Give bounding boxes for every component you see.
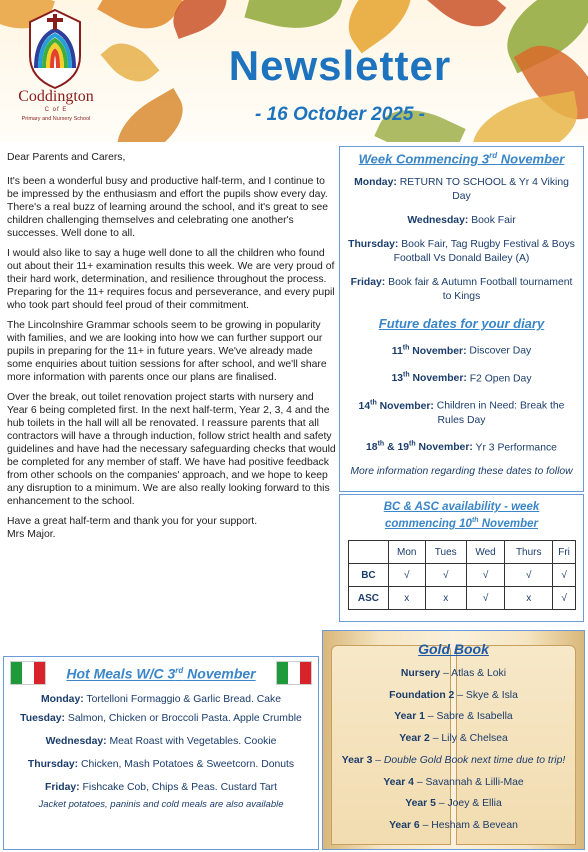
- availability-cell: √: [388, 564, 425, 587]
- availability-cell: √: [553, 587, 576, 610]
- school-logo: [6, 6, 106, 130]
- school-denomination: C of E: [44, 107, 68, 113]
- hot-meals-box: [3, 656, 319, 850]
- school-shield-icon: [26, 8, 84, 90]
- table-header-row: [349, 541, 576, 564]
- school-name: Coddington: [18, 88, 94, 105]
- gold-book-entry: Year 2 – Lily & Chelsea: [399, 733, 508, 745]
- availability-cell: x: [505, 587, 553, 610]
- newsletter-header: [0, 0, 588, 142]
- day-header: Mon: [388, 541, 425, 564]
- gold-book-entry: Year 4 – Savannah & Lilli-Mae: [383, 776, 524, 788]
- week-commencing-title: Week Commencing 3rd November: [358, 151, 565, 167]
- table-row: [349, 587, 576, 610]
- gold-book-entry: Year 6 – Hesham & Bevean: [389, 819, 518, 831]
- letter-paragraph: It's been a wonderful busy and productive half-term, and I continue to be impressed by the enthusiasm and effort the pupils show every day. There's a real buzz of learning around the school, and it's great to see children challenging themselves and celebrating one another's successes. Well done to all.: [7, 176, 329, 239]
- availability-table: [348, 540, 576, 610]
- day-header: Thurs: [505, 541, 553, 564]
- letter-salutation: Dear Parents and Carers,: [7, 152, 126, 163]
- meal-entry-friday: Friday: Fishcake Cob, Chips & Peas. Custard Tart: [45, 781, 277, 793]
- meal-entry-tuesday: Tuesday: Salmon, Chicken or Broccoli Pasta. Apple Crumble: [20, 712, 302, 724]
- flag-stripe: [34, 662, 45, 684]
- gold-book-entry: Year 5 – Joey & Ellia: [405, 798, 502, 810]
- newsletter-title: Newsletter: [228, 42, 452, 89]
- letter-paragraph: The Lincolnshire Grammar schools seem to be growing in popularity with families, and we are looking into how we can further support our pupils in preparing for the 11+ in future years. We've already made some enquiries about tuition sessions for after school, and we'll share more information with parents once our plans are finalised.: [7, 320, 327, 383]
- row-label: ASC: [349, 587, 389, 610]
- gold-book-entry: Nursery – Atlas & Loki: [400, 668, 507, 679]
- row-label: BC: [349, 564, 389, 587]
- availability-cell: √: [466, 564, 505, 587]
- meal-entry-thursday: Thursday: Chicken, Mash Potatoes & Sweetcorn. Donuts: [27, 758, 295, 770]
- meals-note: Jacket potatoes, paninis and cold meals are also available: [38, 798, 284, 810]
- availability-cell: x: [425, 587, 466, 610]
- newsletter-date: - 16 October 2025 -: [254, 104, 426, 125]
- autumn-leaf-decoration: [244, 0, 345, 41]
- flag-stripe: [300, 662, 311, 684]
- letter-closing-line: Have a great half-term and thank you for your support.: [7, 516, 258, 527]
- letter-signature: Mrs Major.: [7, 529, 56, 540]
- day-header: Fri: [553, 541, 576, 564]
- letter-paragraph: I would also like to say a huge well done to all the children who found out about their 11+ examination results this week. We are very proud of their hard work, determination, and resilience throughout the process. Preparing for the 11+ requires focus and perseverance, and every pupil who took part should feel proud of their commitment.: [7, 248, 335, 311]
- future-dates-note: More information regarding these dates to follow: [350, 466, 573, 478]
- day-header: Wed: [466, 541, 505, 564]
- future-date-item: 14th November: Children in Need: Break the Rules Day: [358, 399, 565, 426]
- gold-book-entry: Foundation 2 – Skye & Isla: [389, 689, 518, 701]
- letter-closing: [7, 515, 337, 541]
- gold-book-box: [322, 630, 585, 850]
- gold-book-entry: Year 3 – Double Gold Book next time due to trip!: [341, 754, 566, 766]
- day-header: Tues: [425, 541, 466, 564]
- gold-book-title: Gold Book: [418, 641, 489, 657]
- autumn-leaf-decoration: [97, 0, 183, 44]
- headteacher-letter: [7, 151, 337, 541]
- school-type: Primary and Nursery School: [21, 116, 91, 122]
- bc-asc-title: BC & ASC availability - week commencing 10th November: [383, 501, 540, 530]
- italian-flag-icon: [276, 661, 312, 685]
- bc-asc-availability-box: [339, 494, 584, 622]
- flag-stripe: [277, 662, 288, 684]
- week-entry-monday: Monday: RETURN TO SCHOOL & Yr 4 Viking Day: [354, 177, 569, 203]
- meal-entry-monday: Monday: Tortelloni Formaggio & Garlic Bread. Cake: [40, 693, 282, 705]
- availability-cell: √: [466, 587, 505, 610]
- flag-stripe: [288, 662, 299, 684]
- future-date-item: 11th November: Discover Day: [391, 344, 532, 357]
- future-date-item: 13th November: F2 Open Day: [391, 371, 532, 385]
- week-entry-friday: Friday: Book fair & Autumn Football tournament to Kings: [350, 277, 573, 303]
- table-row: [349, 564, 576, 587]
- availability-cell: x: [388, 587, 425, 610]
- future-dates-title: Future dates for your diary: [378, 316, 545, 332]
- meal-entry-wednesday: Wednesday: Meat Roast with Vegetables. Cookie: [45, 735, 277, 747]
- flag-stripe: [11, 662, 22, 684]
- hot-meals-title: Hot Meals W/C 3rd November: [66, 665, 256, 682]
- flag-stripe: [22, 662, 33, 684]
- availability-cell: √: [505, 564, 553, 587]
- week-entry-thursday: Thursday: Book Fair, Tag Rugby Festival & Boys Football Vs Donald Bailey (A): [348, 239, 575, 265]
- availability-cell: √: [553, 564, 576, 587]
- week-entry-wednesday: Wednesday: Book Fair: [407, 215, 516, 227]
- gold-book-entry: Year 1 – Sabre & Isabella: [394, 711, 513, 723]
- future-date-item: 18th & 19th November: Yr 3 Performance: [366, 440, 557, 454]
- week-commencing-box: [339, 146, 584, 492]
- letter-paragraph: Over the break, out toilet renovation project starts with nursery and Year 6 being completed first. In the next half-term, Year 2, 3, 4 and the hub toilets in the hall will all be renovated. I reassure parents that all contractors will have a through induction, follow strict health and safety guidelines and have had the necessary safeguarding checks that would be completed for any member of staff. We have had positive feedback from other schools on the companies' approach, and we hope to keep any disruption to a minimum. We are also really looking forward to this enhancement to the school.: [7, 392, 336, 507]
- availability-cell: √: [425, 564, 466, 587]
- table-corner-cell: [349, 541, 389, 564]
- autumn-leaf-decoration: [424, 0, 507, 42]
- italian-flag-icon: [10, 661, 46, 685]
